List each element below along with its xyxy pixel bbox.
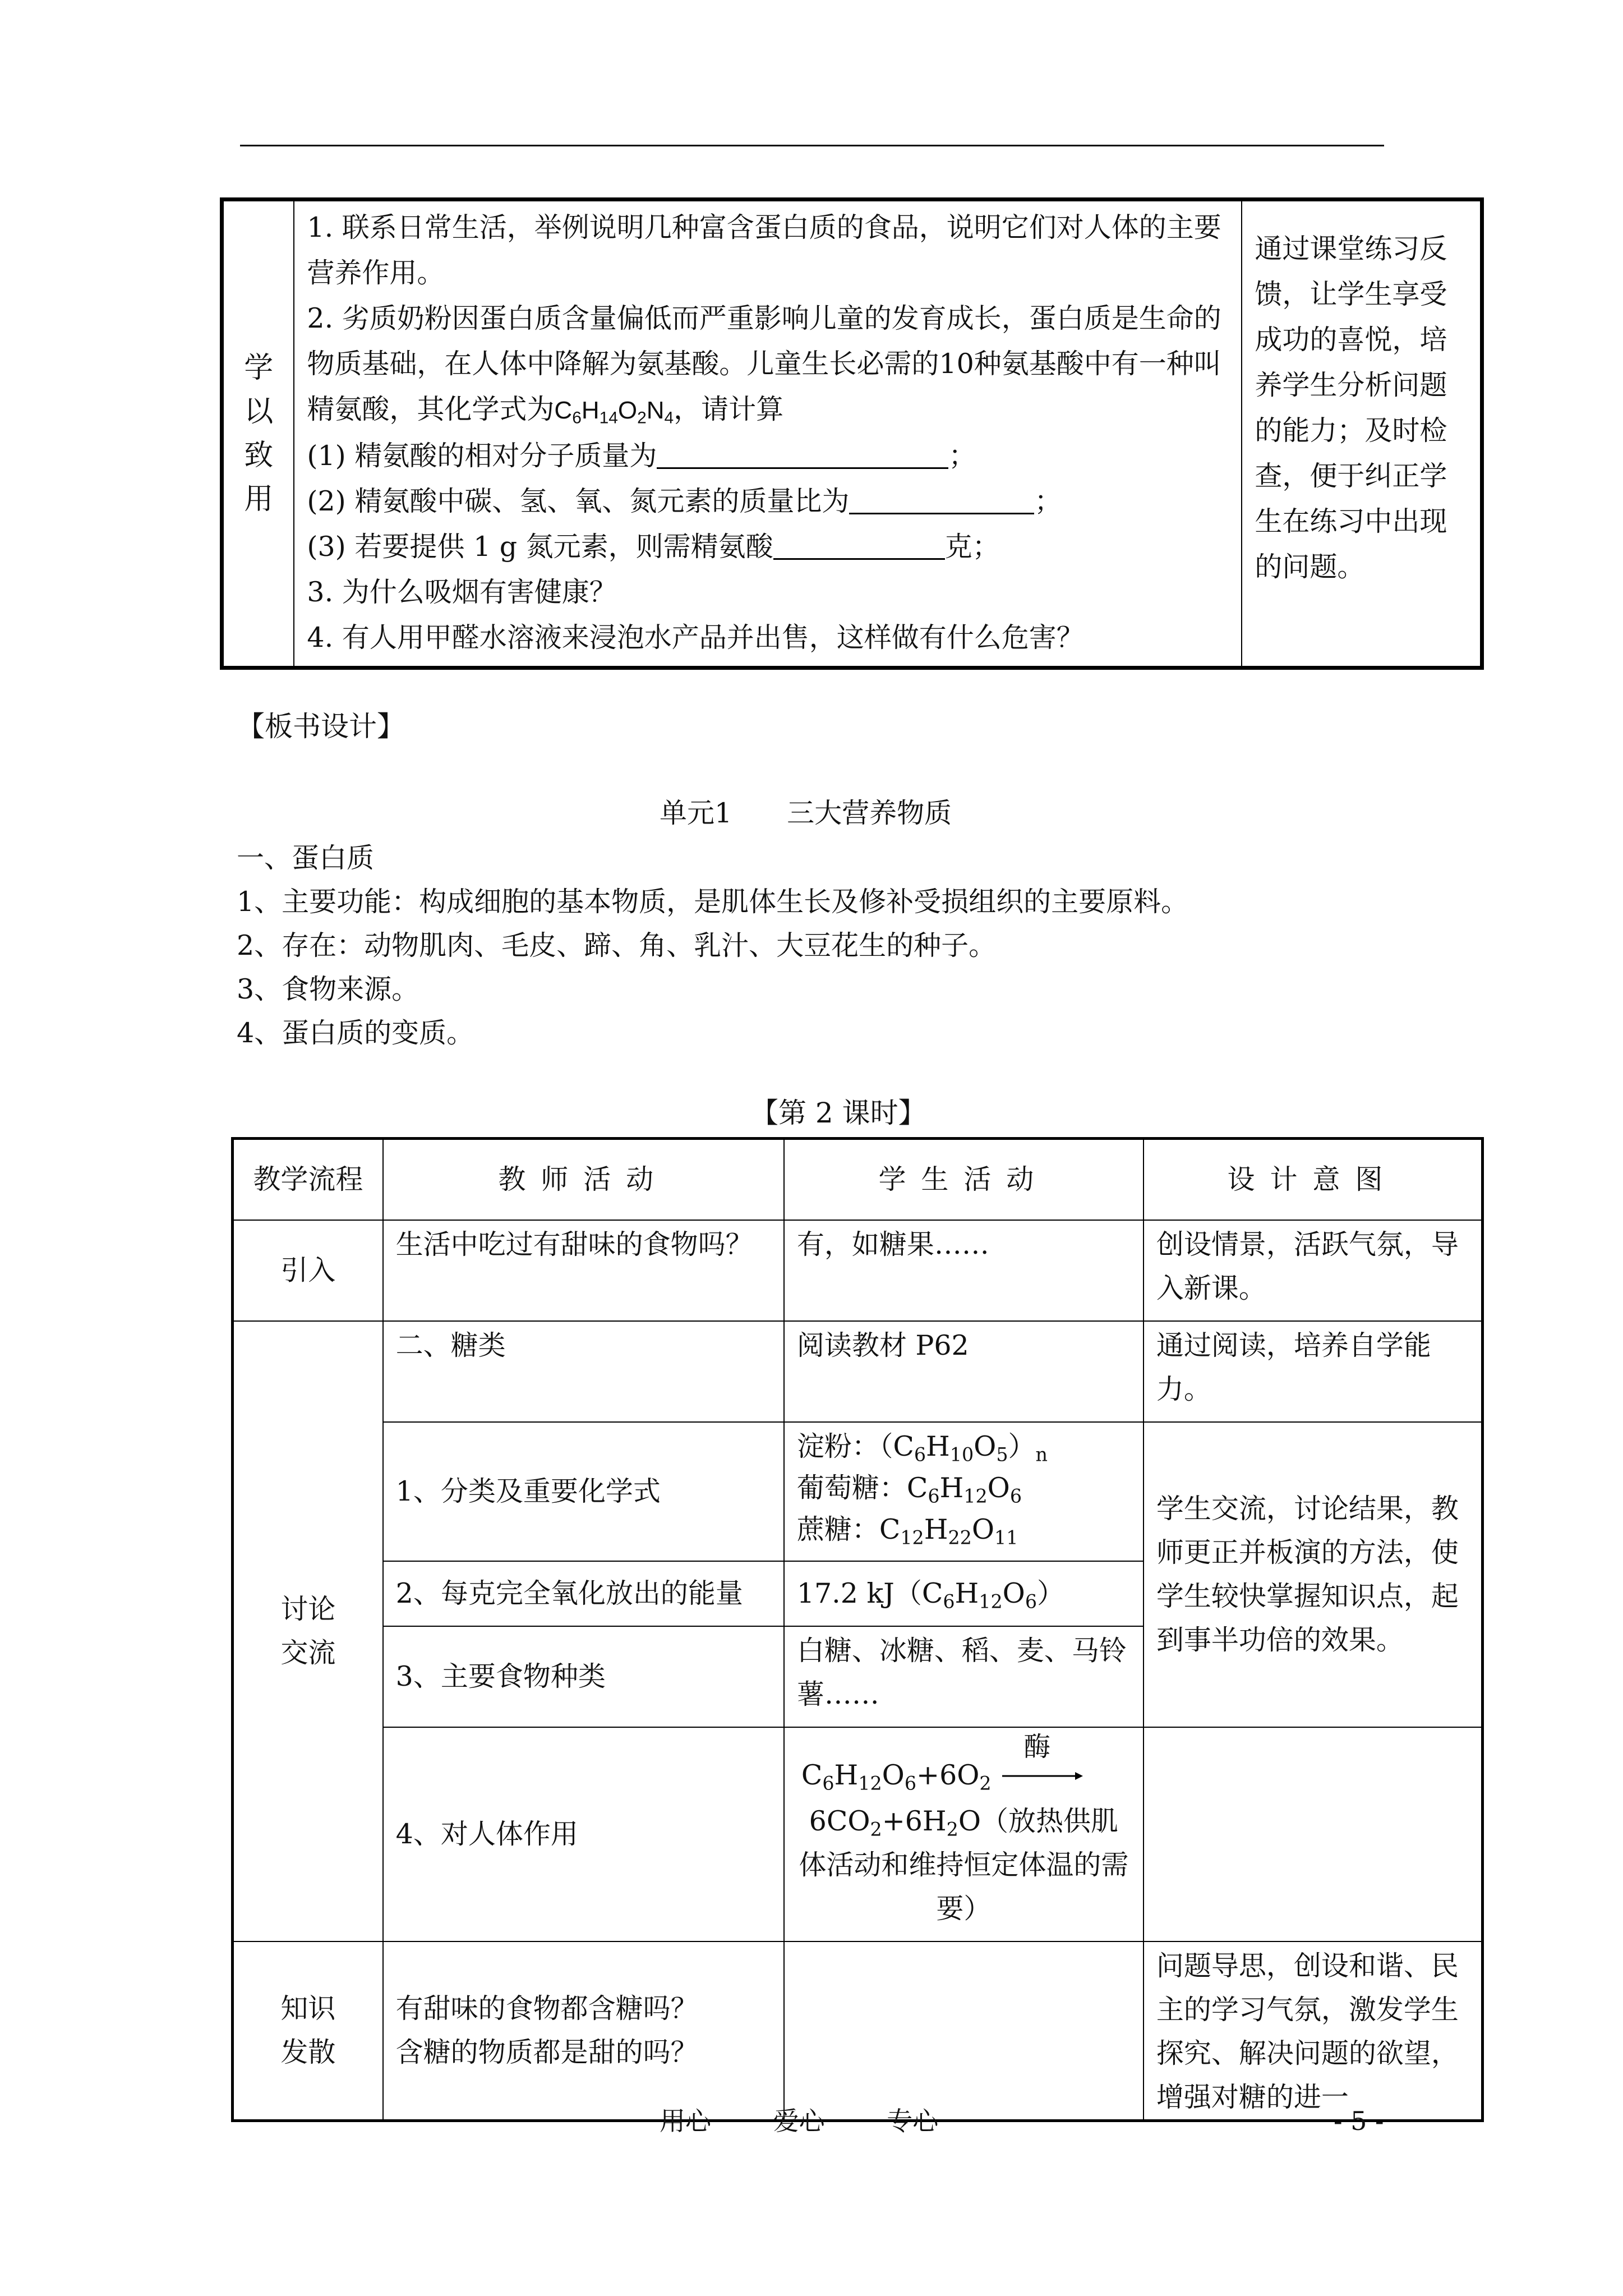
outline-line: 一、蛋白质 [237, 842, 375, 874]
lesson-flow-table [231, 1137, 1484, 2122]
exercise-cell [294, 200, 1242, 668]
teacher-activity: 3、主要食物种类 [383, 1626, 784, 1727]
stage-discuss-line: 交流 [280, 1636, 336, 1669]
enzyme-label: 酶 [1023, 1731, 1051, 1763]
energy-value: 17.2 $kJ(C_6H_{12}O_6)$ [784, 1561, 1144, 1626]
section-label-char: 致 [244, 439, 274, 472]
punct: 克； [944, 531, 1000, 563]
sub-question-1-text: (1) 精氨酸的相对分子质量为 [307, 440, 657, 472]
teacher-activity: 4、对人体作用 [383, 1727, 784, 1941]
intent-cell [1242, 200, 1482, 668]
sub-question-2 [307, 478, 1229, 524]
intent-line: 的能力；及时检 [1255, 415, 1447, 447]
header-teacher: 教师活动 [383, 1139, 784, 1221]
question-1: 1. 联系日常生活，举例说明几种富含蛋白质的食品，说明它们对人体的主要营养作用。 [307, 211, 1221, 289]
design-intent: 学生交流，讨论结果，教师更正并板演的方法，使学生较快掌握知识点，起到事半功倍的效果。 [1144, 1422, 1483, 1727]
glucose-formula: 葡萄糖：$C_6H_{12}O_6$ [796, 1472, 1022, 1507]
header-flow: 教学流程 [233, 1139, 383, 1221]
footer-word: 爱心 [773, 2106, 825, 2136]
intent-line: 生在练习中出现 [1255, 505, 1447, 537]
answer-blank[interactable] [657, 440, 948, 469]
design-intent: 创设情景，活跃气氛，导入新课。 [1144, 1220, 1483, 1321]
stage-discuss [233, 1321, 383, 1941]
question-2-tail: ，请计算 [674, 393, 784, 425]
table-row [233, 1727, 1483, 1941]
sucrose-formula: 蔗糖：$C_{12}H_{22}O_{11}$ [796, 1513, 1018, 1549]
student-activity: 有，如糖果…… [784, 1220, 1144, 1321]
question-2 [307, 296, 1229, 433]
teacher-activity: 二、糖类 [383, 1321, 784, 1422]
student-activity: 阅读教材 P62 [784, 1321, 1144, 1422]
table-row [233, 1321, 1483, 1422]
design-intent-empty [1144, 1727, 1483, 1941]
teacher-activity: 1、分类及重要化学式 [383, 1422, 784, 1561]
board-design-heading: 【板书设计】 [237, 710, 405, 743]
sub-question-1 [307, 433, 1229, 478]
outline-line: 4、蛋白质的变质。 [237, 1017, 474, 1049]
student-activity: 白糖、冰糖、稻、麦、马铃薯…… [784, 1626, 1144, 1727]
footer-word: 用心 [660, 2106, 711, 2136]
punct: ； [948, 440, 976, 472]
outline-line: 3、食物来源。 [237, 973, 419, 1005]
stage-spread-line: 知识 [280, 1992, 336, 2024]
starch-formula: 淀粉：$(C_6H_{10}O_5)_n$ [796, 1430, 1048, 1466]
outline-line: 2、存在：动物肌肉、毛皮、蹄、角、乳汁、大豆花生的种子。 [237, 930, 997, 961]
footer-word: 专心 [887, 2106, 939, 2136]
header-rule [240, 145, 1384, 146]
student-activity-empty [784, 1941, 1144, 2121]
intent-line: 养学生分析问题 [1255, 369, 1447, 401]
teacher-activity [383, 1941, 784, 2121]
header-student: 学生活动 [784, 1139, 1144, 1221]
lesson-2-heading: 【第 2 课时】 [750, 1097, 926, 1129]
table-row [233, 1941, 1483, 2121]
unit-title: 单元1 三大营养物质 [660, 797, 952, 829]
intent-line: 查，便于纠正学 [1255, 460, 1447, 492]
section-label-char: 学 [244, 351, 274, 385]
intent-line: 成功的喜悦，培 [1255, 324, 1447, 356]
header-intent: 设计意图 [1144, 1139, 1483, 1221]
teacher-activity: 生活中吃过有甜味的食物吗？ [383, 1220, 784, 1321]
teacher-activity: 2、每克完全氧化放出的能量 [383, 1561, 784, 1626]
section-label-char: 用 [244, 482, 274, 516]
intent-line: 的问题。 [1255, 551, 1365, 583]
answer-blank[interactable] [773, 531, 945, 560]
practice-table [220, 197, 1484, 670]
stage-intro: 引入 [233, 1220, 383, 1321]
reaction-arrow-icon [1000, 1731, 1084, 1800]
answer-blank[interactable] [849, 485, 1034, 514]
question-line: 含糖的物质都是甜的吗？ [395, 2036, 698, 2068]
footer-slogan [660, 2100, 992, 2142]
question-3: 3. 为什么吸烟有害健康？ [307, 576, 617, 608]
page-number: - 5 - [1334, 2106, 1384, 2136]
table-header-row [233, 1139, 1483, 1221]
section-label-cell [222, 200, 294, 668]
stage-spread [233, 1941, 383, 2121]
design-intent: 问题导思，创设和谐、民主的学习气氛，激发学生探究、解决问题的欲望，增强对糖的进一 [1144, 1941, 1483, 2121]
question-2-text: 2. 劣质奶粉因蛋白质含量偏低而严重影响儿童的发育成长，蛋白质是生命的物质基础，在人体中降解为氨基酸。儿童生长必需的10种氨基酸中有一种叫精氨酸，其化学式为 [307, 302, 1221, 425]
section-label-char: 以 [244, 395, 274, 429]
design-intent: 通过阅读，培养自学能力。 [1144, 1321, 1483, 1422]
sub-question-2-text: (2) 精氨酸中碳、氢、氧、氮元素的质量比为 [307, 485, 850, 517]
outline-line: 1、主要功能：构成细胞的基本物质，是肌体生长及修补受损组织的主要原料。 [237, 886, 1189, 918]
table-row [233, 1220, 1483, 1321]
intent-line: 馈，让学生享受 [1255, 278, 1447, 310]
intent-line: 通过课堂练习反 [1255, 233, 1447, 265]
arginine-formula: $C_6H_{14}O_2N_4$ [554, 397, 674, 427]
student-activity [784, 1422, 1144, 1561]
stage-discuss-line: 讨论 [280, 1593, 336, 1625]
punct: ； [1034, 485, 1062, 517]
sub-question-3 [307, 524, 1229, 569]
table-row [233, 1422, 1483, 1561]
stage-spread-line: 发散 [280, 2036, 336, 2068]
sub-question-3-text: (3) 若要提供 1 g 氮元素，则需精氨酸 [307, 531, 773, 563]
question-line: 有甜味的食物都含糖吗？ [395, 1992, 698, 2024]
reaction-equation: $C_6H_{12}O_6+6O_2$ 酶 $6CO_2+6H_2O$（放热供肌体活动和维持恒定体温的需要） [784, 1727, 1144, 1941]
question-4: 4. 有人用甲醛水溶液来浸泡水产品并出售，这样做有什么危害？ [307, 622, 1084, 654]
